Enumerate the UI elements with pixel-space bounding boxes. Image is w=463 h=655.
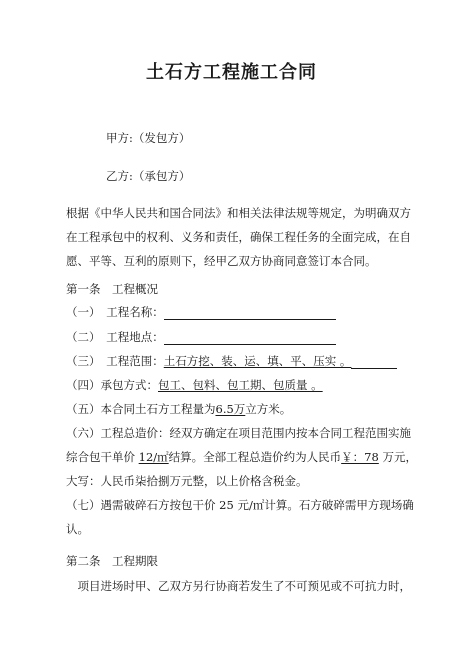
article2-heading: 第二条 工程期限 bbox=[66, 554, 158, 568]
unit-price-value: 12/㎡ bbox=[138, 450, 169, 464]
party-b: 乙方:（承包方） bbox=[106, 169, 191, 183]
preamble-line-1: 根据《中华人民共和国合同法》和相关法律法规等规定，为明确双方 bbox=[66, 206, 411, 220]
project-name-row bbox=[66, 304, 336, 320]
preamble-line-3: 愿、平等、互利的原则下，经甲乙双方协商同意签订本合同。 bbox=[66, 254, 377, 268]
project-name-label: （一） 工程名称： bbox=[66, 305, 164, 319]
article2-text: 项目进场时甲、乙双方另行协商若发生了不可预见或不可抗力时， bbox=[66, 579, 411, 593]
total-cost-line-3: 大写：人民币柒拾捌万元整，以上价格含税金。 bbox=[66, 474, 308, 488]
contract-method-value: 包工、包料、包工期、包质量 。 bbox=[158, 378, 323, 392]
unit-price-label: 综合包干单价 bbox=[66, 450, 139, 464]
project-scope-value: 土石方挖、装、运、填、平、压实 。 bbox=[163, 354, 352, 368]
project-location-row bbox=[66, 329, 336, 345]
rock-breaking-line-1: （七）遇需破碎石方按包干价 25 元/㎡计算。石方破碎需甲方现场确 bbox=[66, 498, 414, 512]
quantity-prefix: （五）本合同土石方工程量为 bbox=[66, 402, 216, 416]
quantity-value: 6.5万 bbox=[215, 402, 246, 416]
total-cost-line-1: （六）工程总造价：经双方确定在项目范围内按本合同工程范围实施 bbox=[66, 426, 411, 440]
total-cost-line-2 bbox=[66, 449, 417, 465]
project-location-blank bbox=[164, 332, 336, 345]
project-scope-row bbox=[66, 353, 397, 369]
quantity-suffix: 立方米。 bbox=[245, 402, 292, 416]
rock-breaking-line-2: 认。 bbox=[66, 522, 89, 536]
preamble-line-2: 在工程承包中的权利、义务和责任，确保工程任务的全面完成，在自 bbox=[66, 230, 411, 244]
total-cost-value: ￥：78 bbox=[341, 450, 379, 464]
article1-heading: 第一条 工程概况 bbox=[66, 282, 158, 296]
contract-method-row bbox=[66, 377, 323, 393]
party-a: 甲方:（发包方） bbox=[106, 131, 191, 145]
quantity-row bbox=[66, 401, 291, 417]
project-name-blank bbox=[164, 307, 336, 320]
total-cost-end: 万元， bbox=[378, 450, 417, 464]
project-location-label: （二） 工程地点： bbox=[66, 330, 164, 344]
project-scope-label: （三） 工程范围： bbox=[66, 354, 164, 368]
contract-method-label: （四）承包方式： bbox=[66, 378, 158, 392]
total-cost-mid: 结算。全部工程总造价约为人民币 bbox=[168, 450, 342, 464]
project-scope-blank bbox=[351, 356, 397, 369]
page-title: 土石方工程施工合同 bbox=[146, 62, 317, 83]
